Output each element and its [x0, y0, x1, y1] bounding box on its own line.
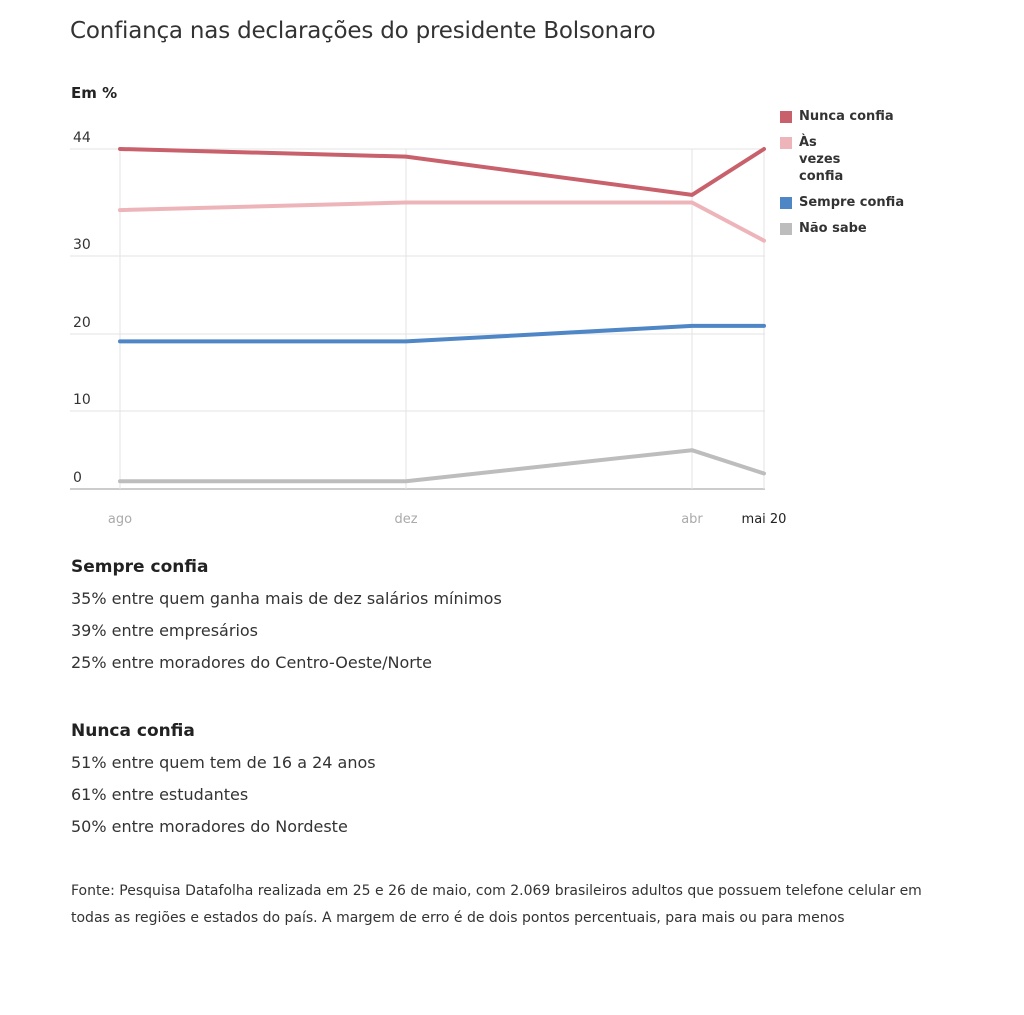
nunca-confia-section	[71, 721, 376, 843]
stat-line: 50% entre moradores do Nordeste	[71, 817, 348, 836]
x-tick-label: mai 20	[741, 512, 787, 527]
stat-line: 35% entre quem ganha mais de dez salários mínimos	[71, 589, 502, 608]
legend-item-nunca-confia	[780, 108, 920, 125]
x-tick-label: ago	[107, 512, 133, 527]
legend-swatch	[780, 137, 792, 149]
unit-label: Em %	[71, 84, 118, 102]
legend-item-sempre-confia	[780, 194, 920, 211]
chart-legend	[780, 108, 920, 246]
stat-line: 39% entre empresários	[71, 621, 259, 640]
chart-grid	[70, 149, 765, 489]
legend-swatch	[780, 197, 792, 209]
source-note: Fonte: Pesquisa Datafolha realizada em 25 e 26 de maio, com 2.069 brasileiros adultos que possuem telefone celular em todas as regiões e estados do país. A margem de erro é de dois pontos percentuais, para mais ou para menos	[71, 883, 922, 926]
chart-lines	[120, 149, 764, 481]
y-tick-label: 44	[73, 130, 91, 146]
legend-item-as-vezes-confia	[780, 134, 855, 185]
series-line-0	[120, 149, 764, 195]
y-tick-label: 10	[73, 392, 91, 408]
x-tick-label: dez	[394, 512, 418, 527]
y-tick-label: 20	[73, 315, 91, 331]
legend-swatch	[780, 223, 792, 235]
section-heading: Sempre confia	[71, 557, 209, 577]
legend-item-nao-sabe	[780, 220, 920, 237]
legend-label: Não sabe	[799, 221, 867, 236]
section-heading: Nunca confia	[71, 721, 195, 741]
chart-title: Confiança nas declarações do presidente Bolsonaro	[70, 18, 656, 44]
legend-label: Nunca confia	[799, 109, 894, 124]
stat-line: 51% entre quem tem de 16 a 24 anos	[71, 753, 376, 772]
series-line-1	[120, 203, 764, 241]
sempre-confia-section	[71, 557, 502, 679]
x-tick-label: abr	[681, 512, 703, 527]
legend-swatch	[780, 111, 792, 123]
series-line-3	[120, 450, 764, 481]
stat-line: 25% entre moradores do Centro-Oeste/Norte	[71, 653, 432, 672]
y-tick-label: 0	[73, 470, 82, 486]
stat-line: 61% entre estudantes	[71, 785, 249, 804]
legend-label: Sempre confia	[799, 195, 905, 210]
legend-label: Às vezes confia	[799, 135, 844, 184]
y-tick-label: 30	[73, 237, 91, 253]
